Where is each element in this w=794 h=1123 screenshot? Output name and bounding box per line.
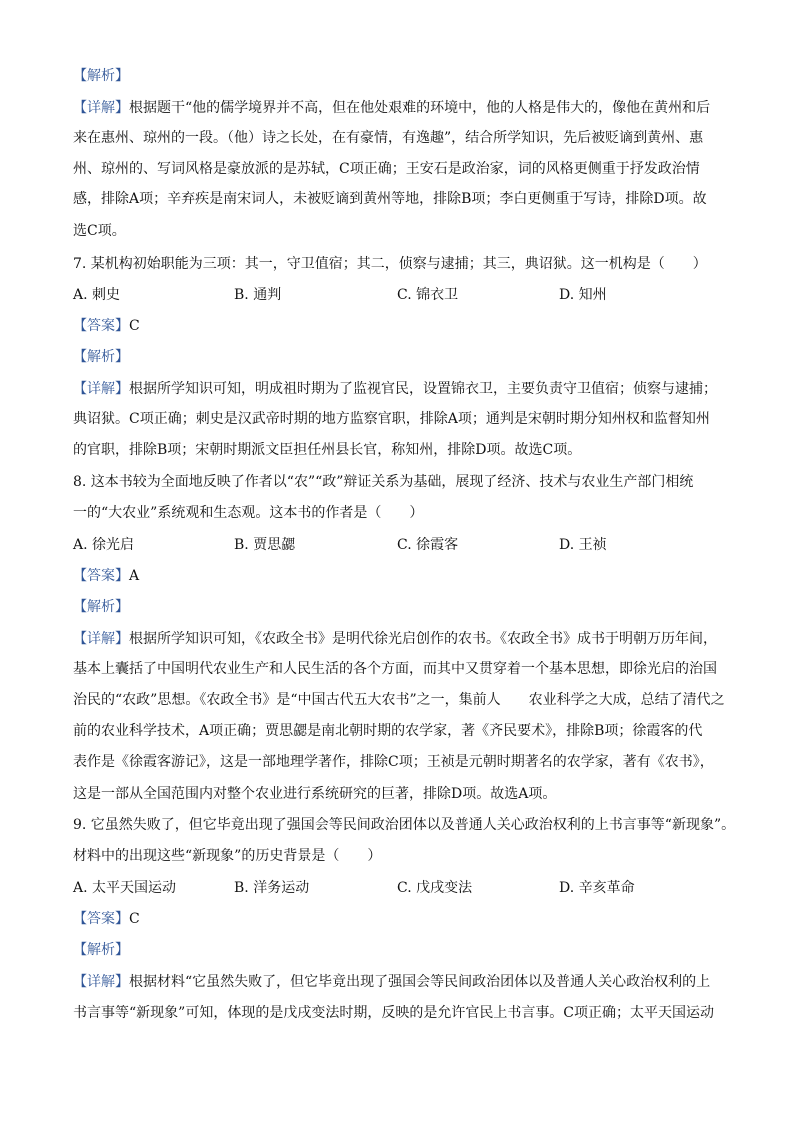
detail-line: 【详解】根据所学知识可知，明成祖时期为了监视官民，设置锦衣卫，主要负责守卫值宿；侦察与逮捕； — [73, 381, 717, 397]
question-7-stem: 7. 某机构初始职能为三项：其一，守卫值宿；其二，侦察与逮捕；其三，典诏狱。这一机构是（ ） — [73, 256, 707, 272]
detail-line: 书言事等“新现象”可知，体现的是戊戌变法时期，反映的是允许官民上书言事。C项正确；太平天国运动 — [73, 1005, 715, 1021]
option-d: D. 辛亥革命 — [559, 880, 635, 896]
option-d: D. 知州 — [559, 287, 607, 303]
option-a: A. 徐光启 — [73, 537, 135, 553]
detail-line: 基本上囊括了中国明代农业生产和人民生活的各个方面，而其中又贯穿着一个基本思想，即徐光启的治国 — [73, 661, 717, 677]
question-8-stem: 一的“大农业”系统观和生态观。这本书的作者是（ ） — [73, 505, 424, 521]
question-8-options — [73, 535, 723, 555]
detail-line: 的官职，排除B项；宋朝时期派文臣担任州县长官，称知州，排除D项。故选C项。 — [73, 442, 582, 458]
question-8-stem: 8. 这本书较为全面地反映了作者以“农”“政”辩证关系为基础，展现了经济、技术与农业生产部门相统 — [73, 474, 694, 490]
detail-line: 选C项。 — [73, 223, 126, 239]
detail-line: 来在惠州、琼州的一段。（他）诗之长处，在有豪情，有逸趣”，结合所学知识，先后被贬谪到黄州、惠 — [73, 130, 704, 146]
detail-line: 前的农业科学技术，A项正确；贾思勰是南北朝时期的农学家，著《齐民要术》，排除B项；徐霞客的代 — [73, 723, 703, 739]
question-9-stem: 材料中的出现这些“新现象”的历史背景是（ ） — [73, 848, 382, 864]
detail-line: 【详解】根据材料“它虽然失败了，但它毕竟出现了强国会等民间政治团体以及普通人关心政治权利的上 — [73, 974, 711, 990]
option-a: A. 太平天国运动 — [73, 880, 177, 896]
detail-line: 典诏狱。C项正确；刺史是汉武帝时期的地方监察官职，排除A项；通判是宋朝时期分知州权和监督知州 — [73, 411, 710, 427]
answer-line: 【答案】A — [73, 568, 140, 584]
option-c: C. 锦衣卫 — [397, 287, 459, 303]
detail-line: 感，排除A项；辛弃疾是南宋词人，未被贬谪到黄州等地，排除B项；李白更侧重于写诗，排除D项。故 — [73, 191, 707, 207]
option-d: D. 王祯 — [559, 537, 607, 553]
detail-line: 表作是《徐霞客游记》，这是一部地理学著作，排除C项；王祯是元朝时期著名的农学家，著有《农书》， — [73, 754, 714, 770]
question-7-options — [73, 285, 723, 305]
detail-line: 州、琼州的、写词风格是豪放派的是苏轼，C项正确；王安石是政治家，词的风格更侧重于抒发政治情 — [73, 161, 700, 177]
detail-line: 这是一部从全国范围内对整个农业进行系统研究的巨著，排除D项。故选A项。 — [73, 786, 557, 802]
question-9-stem: 9. 它虽然失败了，但它毕竟出现了强国会等民间政治团体以及普通人关心政治权利的上书言事等“新现象”。 — [73, 817, 736, 833]
option-b: B. 贾思勰 — [234, 537, 296, 553]
analysis-label: 【解析】 — [73, 68, 129, 84]
answer-line: 【答案】C — [73, 318, 140, 334]
answer-line: 【答案】C — [73, 911, 140, 927]
option-b: B. 通判 — [234, 287, 282, 303]
analysis-label: 【解析】 — [73, 349, 129, 365]
detail-line: 【详解】根据题干“他的儒学境界并不高，但在他处艰难的环境中，他的人格是伟大的，像他在黄州和后 — [73, 100, 711, 116]
option-b: B. 洋务运动 — [234, 880, 310, 896]
option-c: C. 徐霞客 — [397, 537, 459, 553]
option-a: A. 刺史 — [73, 287, 121, 303]
detail-line: 【详解】根据所学知识可知，《农政全书》是明代徐光启创作的农书。《农政全书》成书于明朝万历年间， — [73, 631, 717, 647]
question-9-options — [73, 878, 723, 898]
analysis-label: 【解析】 — [73, 942, 129, 958]
detail-line: 治民的“农政”思想。《农政全书》是“中国古代五大农书”之一，集前人 农业科学之大成，总结了清代之 — [73, 692, 725, 708]
option-c: C. 戊戌变法 — [397, 880, 473, 896]
analysis-label: 【解析】 — [73, 599, 129, 615]
